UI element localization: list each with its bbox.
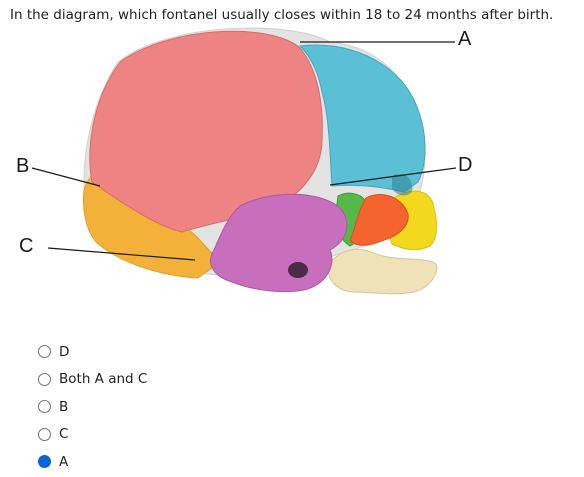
label-a: A — [458, 28, 472, 50]
option-label: D — [59, 343, 70, 360]
option-both-a-and-c[interactable] — [38, 366, 338, 394]
radio-button[interactable] — [38, 345, 51, 358]
radio-button[interactable] — [38, 373, 51, 386]
ear-canal — [288, 262, 308, 278]
answer-options — [38, 338, 338, 476]
label-c: C — [19, 235, 34, 257]
option-b[interactable] — [38, 393, 338, 421]
option-label: Both A and C — [59, 371, 148, 388]
option-a[interactable] — [38, 448, 338, 476]
radio-button-selected[interactable] — [38, 455, 51, 468]
option-label: B — [59, 398, 69, 415]
option-label: A — [59, 453, 69, 470]
option-label: C — [59, 426, 69, 443]
radio-button[interactable] — [38, 428, 51, 441]
question-text: In the diagram, which fontanel usually closes within 18 to 24 months after birth. — [10, 7, 554, 23]
option-c[interactable] — [38, 421, 338, 449]
label-d: D — [458, 154, 473, 176]
radio-button[interactable] — [38, 400, 51, 413]
mandible-bone — [328, 249, 436, 293]
label-b: B — [16, 155, 30, 177]
option-d[interactable] — [38, 338, 338, 366]
